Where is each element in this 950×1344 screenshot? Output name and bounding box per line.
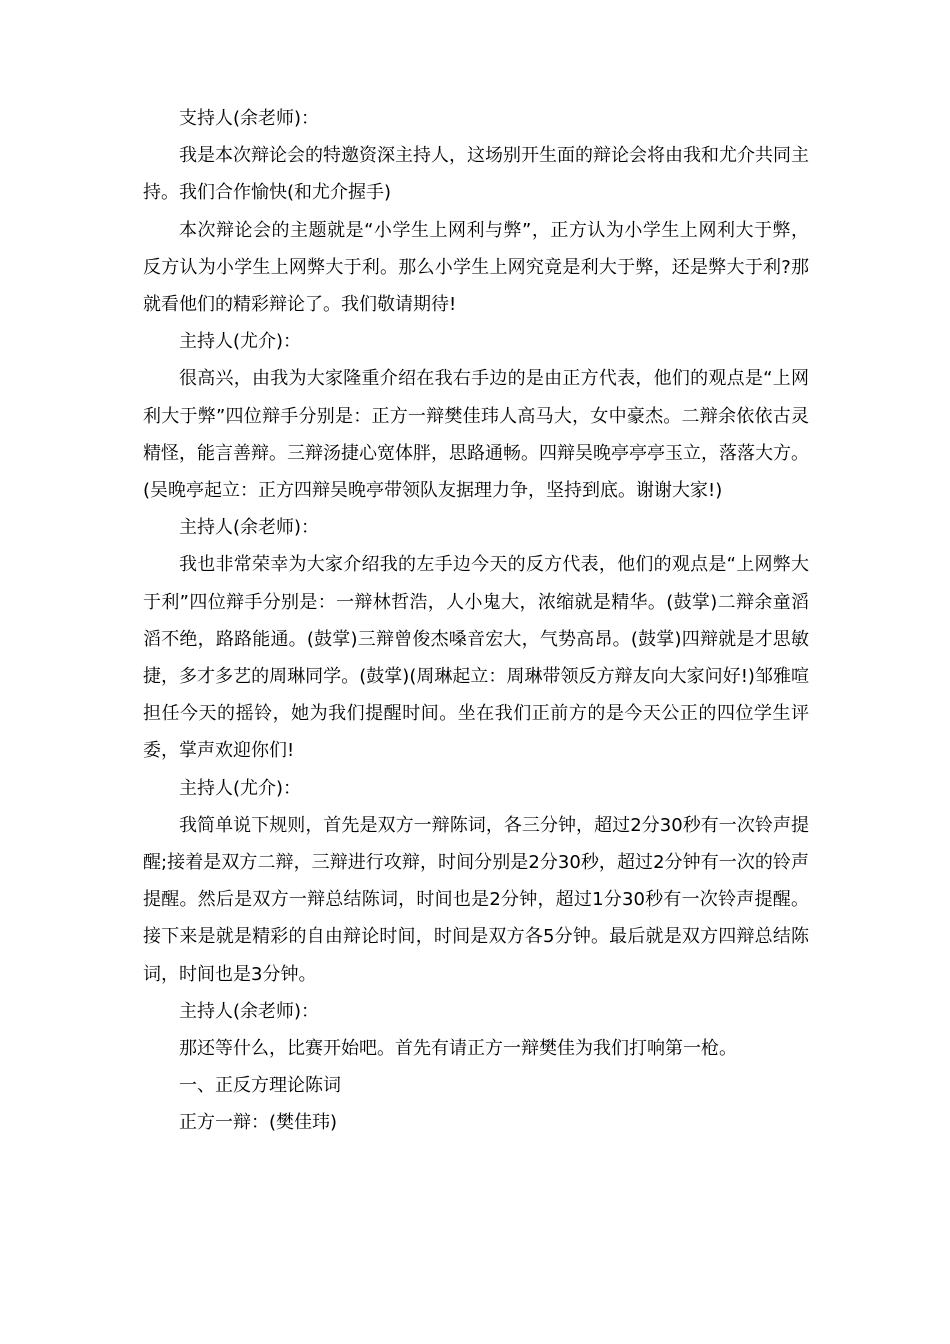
- speaker-label: 支持人(余老师)：: [179, 108, 320, 129]
- paragraph: 很高兴，由我为大家隆重介绍在我右手边的是由正方代表，他们的观点是“上网利大于弊”四位辩手分别是：正方一辩樊佳玮人高马大，女中豪杰。二辩余依依古灵精怪，能言善辩。三辩汤捷心宽体胖，思路通畅。四辩吴晚亭亭亭玉立，落落大方。(吴晚亭起立：正方四辩吴晚亭带领队友据理力争，坚持到底。谢谢大家!): [143, 368, 809, 502]
- speaker-label: 主持人(余老师)：: [179, 517, 320, 539]
- paragraph: 我是本次辩论会的特邀资深主持人，这场别开生面的辩论会将由我和尤介共同主持。我们合作愉快(和尤介握手): [143, 145, 809, 204]
- speaker-label: 主持人(尤介)：: [179, 777, 302, 799]
- paragraph: 我简单说下规则，首先是双方一辩陈词，各三分钟，超过2分30秒有一次铃声提醒;接着是双方二辩，三辩进行攻辩，时间分别是2分30秒，超过2分钟有一次的铃声提醒。然后是双方一辩总结陈词，时间也是2分钟，超过1分30秒有一次铃声提醒。接下来是就是精彩的自由辩论时间，时间是双方各5分钟。最后就是双方四辩总结陈词，时间也是3分钟。: [143, 814, 809, 985]
- speaker-label: 主持人(尤介)：: [179, 331, 302, 353]
- document-body: [143, 100, 809, 1142]
- speaker-label: 正方一辩：(樊佳玮): [179, 1112, 338, 1134]
- section-heading: 一、正反方理论陈词: [179, 1075, 341, 1097]
- paragraph: 本次辩论会的主题就是“小学生上网利与弊”，正方认为小学生上网利大于弊，反方认为小学生上网弊大于利。那么小学生上网究竟是利大于弊，还是弊大于利?那就看他们的精彩辩论了。我们敬请期待!: [143, 219, 809, 316]
- speaker-label: 主持人(余老师)：: [179, 1000, 320, 1022]
- paragraph: 我也非常荣幸为大家介绍我的左手边今天的反方代表，他们的观点是“上网弊大于利”四位辩手分别是：一辩林哲浩，人小鬼大，浓缩就是精华。(鼓掌)二辩余童滔滔不绝，路路能通。(鼓掌)三辩曾俊杰嗓音宏大，气势高昂。(鼓掌)四辩就是才思敏捷，多才多艺的周琳同学。(鼓掌)(周琳起立：周琳带领反方辩友向大家问好!)邹雅喧担任今天的摇铃，她为我们提醒时间。坐在我们正前方的是今天公正的四位学生评委，掌声欢迎你们!: [143, 554, 809, 762]
- paragraph: 那还等什么，比赛开始吧。首先有请正方一辩樊佳为我们打响第一枪。: [179, 1038, 737, 1060]
